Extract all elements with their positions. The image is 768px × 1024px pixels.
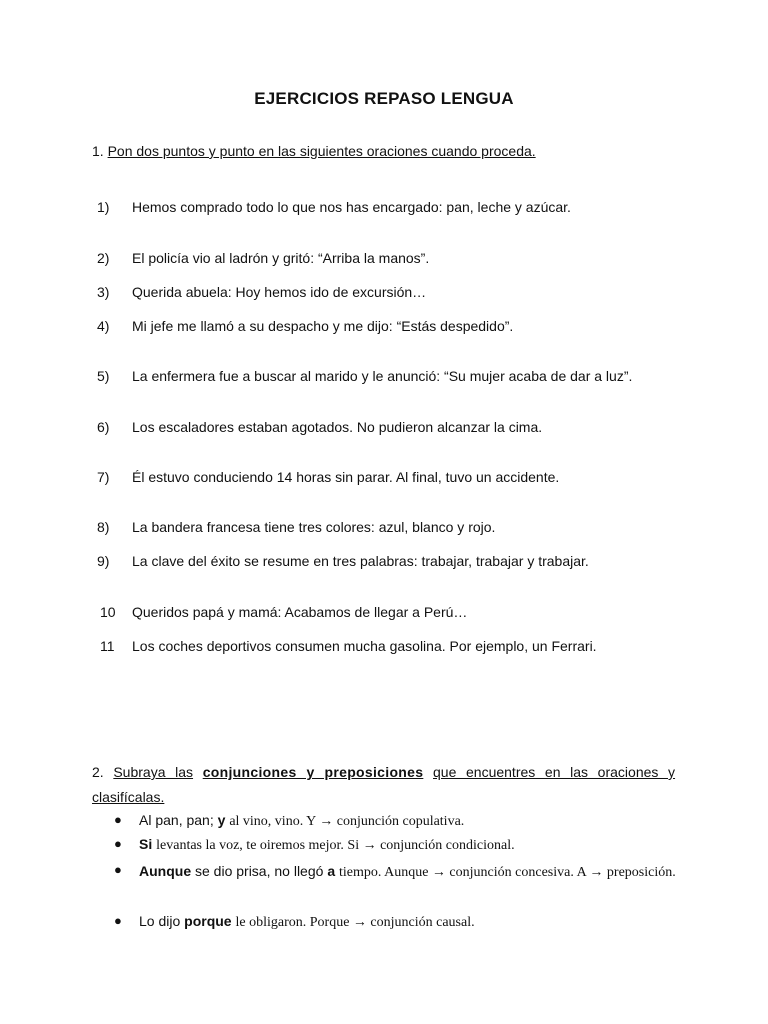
- preposition-highlight: a: [327, 863, 336, 879]
- item-text: Él estuvo conduciendo 14 horas sin parar. Al final, tuvo un accidente.: [132, 469, 560, 485]
- item-number: 7): [97, 469, 110, 485]
- exercise-1-instruction: Pon dos puntos y punto en las siguientes oraciones cuando proceda.: [107, 143, 536, 159]
- item-text: Los escaladores estaban agotados. No pudieron alcanzar la cima.: [132, 419, 543, 435]
- item-text: Queridos papá y mamá: Acabamos de llegar a Perú…: [132, 604, 468, 620]
- item-text: [139, 909, 679, 935]
- item-number: 4): [97, 318, 110, 334]
- item-number: 8): [97, 519, 110, 535]
- conjunction-highlight: y: [217, 812, 226, 828]
- exercise-1-heading: [92, 143, 536, 159]
- item-number: 9): [97, 553, 110, 569]
- item-text: El policía vio al ladrón y gritó: “Arriba la manos”.: [132, 250, 430, 266]
- bullet-icon: ●: [114, 812, 122, 827]
- item-text: [139, 858, 679, 886]
- sentence-analysis: levantas la voz, te oiremos mejor. Si → conjunción condicional.: [156, 838, 515, 853]
- item-text: Mi jefe me llamó a su despacho y me dijo: “Estás despedido”.: [132, 318, 514, 334]
- item-text: La bandera francesa tiene tres colores: azul, blanco y rojo.: [132, 519, 496, 535]
- item-text: Hemos comprado todo lo que nos has encargado: pan, leche y azúcar.: [132, 199, 571, 215]
- exercise-2-instruction-start: Subraya las: [113, 764, 194, 780]
- item-number: 2): [97, 250, 110, 266]
- item-number: 3): [97, 284, 110, 300]
- item-text: La enfermera fue a buscar al marido y le anunció: “Su mujer acaba de dar a luz”.: [132, 368, 633, 384]
- item-text: La clave del éxito se resume en tres palabras: trabajar, trabajar y trabajar.: [132, 553, 589, 569]
- item-text: [139, 808, 679, 834]
- exercise-2-instruction-bold: conjunciones y preposiciones: [202, 764, 424, 780]
- item-number: 5): [97, 368, 110, 384]
- item-text: [139, 832, 679, 858]
- item-text: Los coches deportivos consumen mucha gasolina. Por ejemplo, un Ferrari.: [132, 638, 597, 654]
- item-number: 10: [100, 604, 116, 620]
- sentence-middle: se dio prisa, no llegó: [195, 863, 324, 879]
- item-number: 6): [97, 419, 110, 435]
- sentence-analysis: le obligaron. Porque → conjunción causal.: [235, 915, 475, 930]
- sentence-analysis: al vino, vino. Y → conjunción copulativa.: [229, 814, 465, 829]
- exercise-2-heading: [92, 760, 675, 810]
- sentence-analysis: tiempo. Aunque → conjunción concesiva. A → preposición.: [339, 865, 676, 880]
- bullet-icon: ●: [114, 913, 122, 928]
- item-text: Querida abuela: Hoy hemos ido de excursión…: [132, 284, 427, 300]
- item-number: 11: [100, 638, 115, 654]
- conjunction-highlight: Si: [139, 836, 153, 852]
- exercise-2-instruction-end: que encuentres en las oraciones y clasifícalas.: [92, 764, 676, 805]
- page-title: EJERCICIOS REPASO LENGUA: [254, 89, 514, 108]
- bullet-icon: ●: [114, 836, 122, 851]
- exercise-1-number: 1.: [92, 143, 104, 159]
- item-number: 1): [97, 199, 110, 215]
- bullet-icon: ●: [114, 862, 122, 877]
- conjunction-highlight: Aunque: [139, 863, 192, 879]
- sentence-start: Al pan, pan;: [139, 812, 214, 828]
- conjunction-highlight: porque: [184, 913, 232, 929]
- exercise-2-number: 2.: [92, 764, 104, 780]
- sentence-start: Lo dijo: [139, 913, 181, 929]
